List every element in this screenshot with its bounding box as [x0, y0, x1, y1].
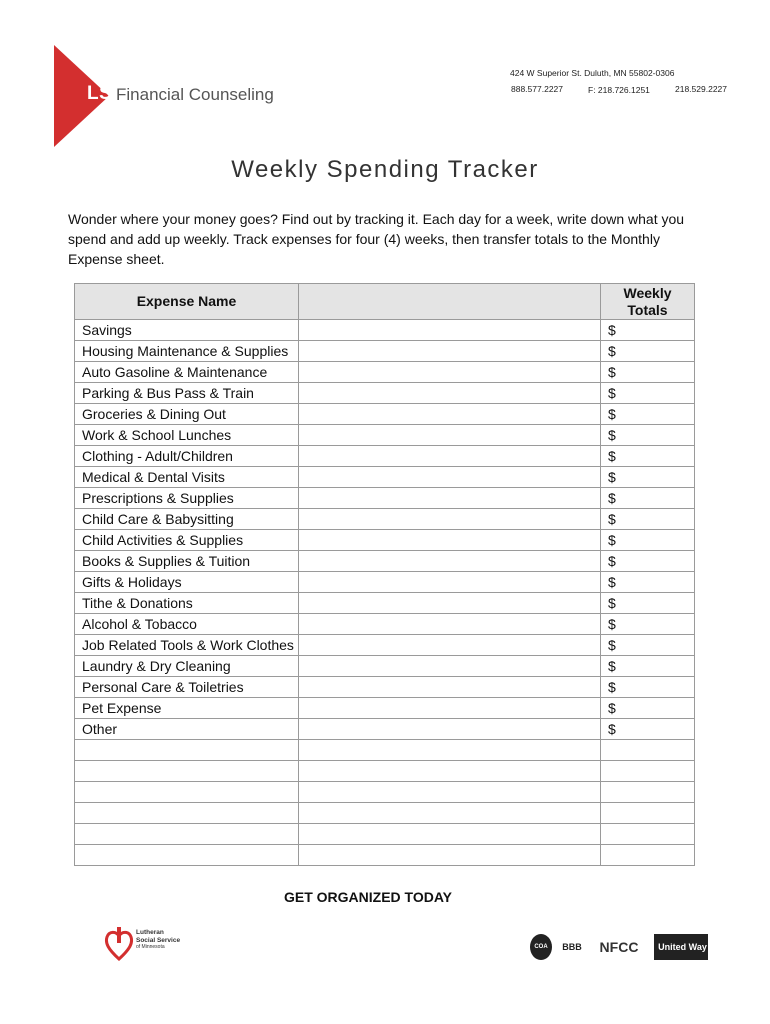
- daily-spending-cell[interactable]: [299, 572, 601, 593]
- lss-footer-logo: [104, 925, 194, 965]
- weekly-total-cell[interactable]: $: [601, 614, 695, 635]
- daily-spending-cell[interactable]: [299, 740, 601, 761]
- weekly-total-cell[interactable]: $: [601, 593, 695, 614]
- col-weekly-totals: Weekly Totals: [601, 284, 695, 320]
- bbb-badge: BBB: [562, 942, 582, 952]
- org-line1: Lutheran: [136, 929, 164, 936]
- expense-name: Job Related Tools & Work Clothes: [75, 635, 299, 656]
- table-row-blank: [75, 782, 695, 803]
- weekly-total-cell[interactable]: $: [601, 509, 695, 530]
- weekly-total-cell[interactable]: $: [601, 698, 695, 719]
- logo-name: Financial Counseling: [116, 85, 274, 104]
- table-row: [75, 551, 695, 572]
- table-row: [75, 509, 695, 530]
- expense-name: Alcohol & Tobacco: [75, 614, 299, 635]
- weekly-total-cell[interactable]: [601, 824, 695, 845]
- united-way-badge: United Way: [654, 934, 708, 960]
- expense-name: Gifts & Holidays: [75, 572, 299, 593]
- weekly-total-cell[interactable]: $: [601, 551, 695, 572]
- page-title: Weekly Spending Tracker: [231, 156, 539, 183]
- expense-name-blank[interactable]: [75, 803, 299, 824]
- phone-primary: 888.577.2227: [511, 84, 563, 94]
- table-row: [75, 698, 695, 719]
- weekly-total-cell[interactable]: $: [601, 530, 695, 551]
- org-line2: Social Service: [136, 936, 181, 944]
- table-row: [75, 593, 695, 614]
- daily-spending-cell[interactable]: [299, 803, 601, 824]
- intro-text: Wonder where your money goes? Find out by tracking it. Each day for a week, write down what you spend and add up weekly. Track expenses for four (4) weeks, then transfer totals to the Monthly Expense sheet.: [68, 211, 685, 267]
- weekly-total-cell[interactable]: $: [601, 425, 695, 446]
- address: 424 W Superior St. Duluth, MN 55802-0306: [510, 68, 675, 78]
- daily-spending-cell[interactable]: [299, 593, 601, 614]
- expense-name: Personal Care & Toiletries: [75, 677, 299, 698]
- weekly-total-cell[interactable]: $: [601, 677, 695, 698]
- table-row: [75, 362, 695, 383]
- expense-name-blank[interactable]: [75, 761, 299, 782]
- heart-cross-icon: [104, 925, 134, 961]
- table-row-blank: [75, 803, 695, 824]
- table-row: [75, 677, 695, 698]
- weekly-total-cell[interactable]: $: [601, 572, 695, 593]
- table-row: [75, 446, 695, 467]
- daily-spending-cell[interactable]: [299, 782, 601, 803]
- expense-name: Auto Gasoline & Maintenance: [75, 362, 299, 383]
- daily-spending-cell[interactable]: [299, 656, 601, 677]
- daily-spending-cell[interactable]: [299, 551, 601, 572]
- fax: F: 218.726.1251: [588, 85, 650, 95]
- table-row: [75, 656, 695, 677]
- expense-name: Work & School Lunches: [75, 425, 299, 446]
- table-row: [75, 719, 695, 740]
- lss-logo: [54, 45, 294, 147]
- weekly-total-cell[interactable]: $: [601, 341, 695, 362]
- expense-name: Parking & Bus Pass & Train: [75, 383, 299, 404]
- daily-spending-cell[interactable]: [299, 614, 601, 635]
- table-row-blank: [75, 824, 695, 845]
- weekly-total-cell[interactable]: $: [601, 467, 695, 488]
- weekly-total-cell[interactable]: [601, 803, 695, 824]
- daily-spending-cell[interactable]: [299, 719, 601, 740]
- daily-spending-cell[interactable]: [299, 425, 601, 446]
- weekly-total-cell[interactable]: [601, 740, 695, 761]
- daily-spending-cell[interactable]: [299, 467, 601, 488]
- table-row: [75, 614, 695, 635]
- col-daily-spending: [299, 284, 601, 320]
- weekly-total-cell[interactable]: [601, 845, 695, 866]
- table-row: [75, 488, 695, 509]
- weekly-total-cell[interactable]: $: [601, 404, 695, 425]
- daily-spending-cell[interactable]: [299, 404, 601, 425]
- expense-name: Tithe & Donations: [75, 593, 299, 614]
- weekly-total-cell[interactable]: $: [601, 719, 695, 740]
- daily-spending-cell[interactable]: [299, 320, 601, 341]
- daily-spending-cell[interactable]: [299, 362, 601, 383]
- daily-spending-cell[interactable]: [299, 341, 601, 362]
- expense-name: Laundry & Dry Cleaning: [75, 656, 299, 677]
- table-row: [75, 530, 695, 551]
- coa-badge: COA: [530, 934, 552, 960]
- weekly-total-cell[interactable]: $: [601, 635, 695, 656]
- daily-spending-cell[interactable]: [299, 824, 601, 845]
- table-row-blank: [75, 761, 695, 782]
- daily-spending-cell[interactable]: [299, 761, 601, 782]
- expense-name: Other: [75, 719, 299, 740]
- expense-name-blank[interactable]: [75, 824, 299, 845]
- table-row: [75, 404, 695, 425]
- table-row: [75, 320, 695, 341]
- weekly-total-cell[interactable]: [601, 782, 695, 803]
- expense-name: Medical & Dental Visits: [75, 467, 299, 488]
- expense-name: Child Activities & Supplies: [75, 530, 299, 551]
- daily-spending-cell[interactable]: [299, 488, 601, 509]
- daily-spending-cell[interactable]: [299, 530, 601, 551]
- phone-secondary: 218.529.2227: [675, 84, 727, 94]
- expense-name: Prescriptions & Supplies: [75, 488, 299, 509]
- expense-name: Groceries & Dining Out: [75, 404, 299, 425]
- expense-name: Books & Supplies & Tuition: [75, 551, 299, 572]
- table-row-blank: [75, 845, 695, 866]
- weekly-total-cell[interactable]: [601, 761, 695, 782]
- weekly-total-cell[interactable]: $: [601, 488, 695, 509]
- weekly-total-cell[interactable]: $: [601, 656, 695, 677]
- daily-spending-cell[interactable]: [299, 677, 601, 698]
- org-line3: of Minnesota: [136, 944, 165, 950]
- expense-name-blank[interactable]: [75, 782, 299, 803]
- daily-spending-cell[interactable]: [299, 698, 601, 719]
- weekly-total-cell[interactable]: $: [601, 383, 695, 404]
- weekly-total-cell[interactable]: $: [601, 362, 695, 383]
- expense-name-blank[interactable]: [75, 740, 299, 761]
- logo-short: LSS: [87, 83, 126, 104]
- expense-name: Clothing - Adult/Children: [75, 446, 299, 467]
- daily-spending-cell[interactable]: [299, 446, 601, 467]
- nfcc-badge: NFCC: [599, 939, 639, 955]
- daily-spending-cell[interactable]: [299, 845, 601, 866]
- table-row-blank: [75, 740, 695, 761]
- weekly-total-cell[interactable]: $: [601, 446, 695, 467]
- table-row: [75, 572, 695, 593]
- expense-name: Savings: [75, 320, 299, 341]
- table-header-row: [75, 284, 695, 320]
- daily-spending-cell[interactable]: [299, 635, 601, 656]
- weekly-total-cell[interactable]: $: [601, 320, 695, 341]
- daily-spending-cell[interactable]: [299, 383, 601, 404]
- table-row: [75, 635, 695, 656]
- expense-name: Child Care & Babysitting: [75, 509, 299, 530]
- cta-text: GET ORGANIZED TODAY: [283, 889, 453, 905]
- spending-table: [74, 283, 695, 866]
- table-row: [75, 425, 695, 446]
- daily-spending-cell[interactable]: [299, 509, 601, 530]
- table-body: [75, 320, 695, 866]
- expense-name-blank[interactable]: [75, 845, 299, 866]
- expense-name: Pet Expense: [75, 698, 299, 719]
- table-row: [75, 383, 695, 404]
- table-row: [75, 341, 695, 362]
- expense-name: Housing Maintenance & Supplies: [75, 341, 299, 362]
- table-row: [75, 467, 695, 488]
- col-expense-name: Expense Name: [75, 284, 299, 320]
